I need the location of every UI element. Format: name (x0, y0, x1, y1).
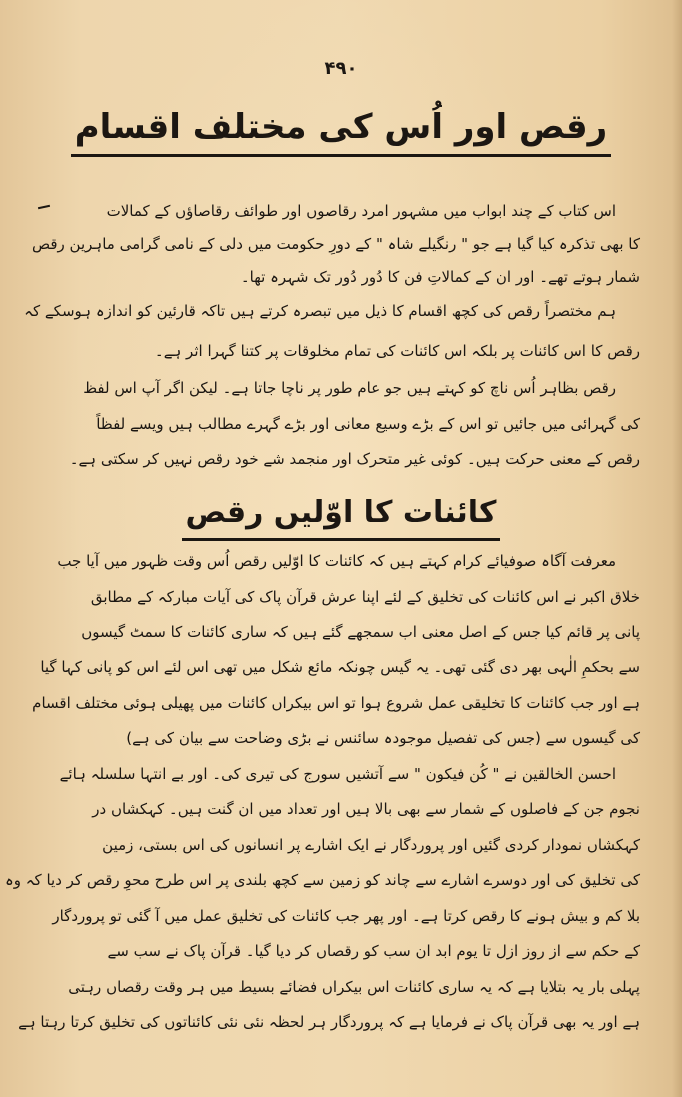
text-line: کی تخلیق کی اور دوسرے اشارے سے چاند کو زمین سے کچھ بلندی پر اس طرح محوِ رقص کر دیا کہ وہ (4, 871, 640, 889)
text-line: ہے اور یہ بھی قرآن پاک نے فرمایا ہے کہ پروردگار ہر لحظہ نئی نئی کائناتوں کی تخلیق کرتا رہتا ہے (18, 1013, 640, 1031)
text-line: کہکشاں نمودار کردی گئیں اور پروردگار نے ایک اشارے پر انسانوں کی اس بستی، زمین (102, 836, 640, 854)
text-line: رقص کا اس کائنات پر بلکہ اس کائنات کی تمام مخلوقات پر کتنا گہرا اثر ہے۔ (154, 342, 640, 360)
text-line: کا بھی تذکرہ کیا گیا ہے جو " رنگیلے شاہ " کے دورِ حکومت میں دلی کے نامی گرامی ماہرین رقص (32, 235, 640, 253)
text-line: رقص بظاہر اُس ناچ کو کہتے ہیں جو عام طور پر ناچا جاتا ہے۔ لیکن اگر آپ اس لفظ (83, 379, 616, 397)
text-line: شمار ہوتے تھے۔ اور ان کے کمالاتِ فن کا دُور دُور تک شہرہ تھا۔ (240, 268, 640, 286)
text-line: بلا کم و بیش ہونے کا رقص کرتا ہے۔ اور پھر جب کائنات کی تخلیق عمل میں آ گئی تو پروردگار (52, 907, 640, 925)
text-line: احسن الخالقین نے " کُن فیکون " سے آتشیں سورج کی تیری کی۔ اور بے انتہا سلسلہ ہائے (59, 765, 616, 783)
text-line: اس کتاب کے چند ابواب میں مشہور امرد رقاصوں اور طوائف رقاصاؤں کے کمالات (106, 202, 616, 220)
text-line: ہم مختصراً رقص کی کچھ اقسام کا ذیل میں تبصرہ کرتے ہیں تاکہ قارئین کو اندازہ ہوسکے کہ (24, 302, 616, 320)
text-line: کی گہرائی میں جائیں تو اس کے بڑے وسیع معانی اور بڑے گہرے مطالب ہیں ویسے لفظاً (96, 415, 640, 433)
text-line: پہلی بار یہ بتلایا ہے کہ یہ ساری کائنات اس بیکراں فضائے بسیط میں ہر وقت رقصاں رہتی (68, 978, 640, 996)
section-title: کائنات کا اوّلیں رقص (182, 492, 501, 541)
page-number: ۴۹۰ (324, 58, 358, 79)
text-line: کی گیسوں سے (جس کی تفصیل موجودہ سائنس نے بڑی وضاحت سے بیان کی ہے) (126, 729, 640, 747)
text-line: پانی پر قائم کیا جس کے اصل معنی اب سمجھے گئے ہیں کہ ساری کائنات کا سمٹ گیسوں (81, 623, 640, 641)
text-line: سے بحکمِ الٰہی بھر دی گئی تھی۔ یہ گیس چونکہ مائع شکل میں تھی اس لئے اس کو پانی کہا گیا (40, 658, 640, 676)
text-line: خلاق اکبر نے اس کائنات کی تخلیق کے لئے اپنا عرش قرآن پاک کی آیات مبارکہ کے مطابق (90, 588, 640, 606)
text-line: نجوم جن کے فاصلوں کے شمار سے بھی بالا ہیں اور تعداد میں ان گنت ہیں۔ کہکشاں در (92, 800, 640, 818)
text-line: رقص کے معنی حرکت ہیں۔ کوئی غیر متحرک اور منجمد شے خود رقص نہیں کر سکتی ہے۔ (69, 450, 640, 468)
main-title-wrap (0, 104, 682, 157)
page-edge-shadow (672, 0, 682, 1097)
chapter-title: رقص اور اُس کی مختلف اقسام (71, 104, 612, 157)
text-line: معرفت آگاہ صوفیائے کرام کہتے ہیں کہ کائنات کا اوّلیں رقص اُس وقت ظہور میں آیا جب (57, 552, 616, 570)
section-title-wrap (0, 492, 682, 541)
text-line: ہے اور جب کائنات کا تخلیقی عمل شروع ہوا تو اس بیکراں کائنات میں پھیلی ہوئی مختلف اقسام (32, 694, 640, 712)
text-line: کے حکم سے از روز ازل تا یوم ابد ان سب کو رقصاں کر دیا گیا۔ قرآن پاک نے سب سے (107, 942, 640, 960)
